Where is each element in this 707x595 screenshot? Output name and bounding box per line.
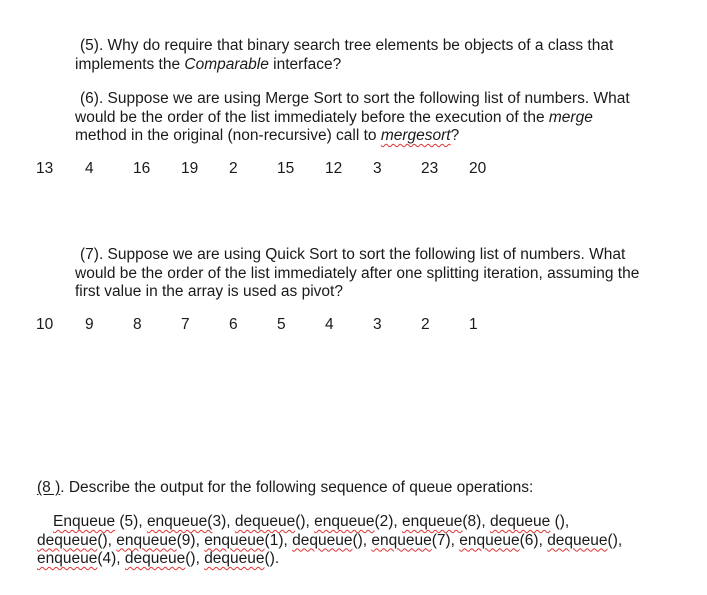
q6-number: 3 — [373, 160, 382, 177]
q6-line3: method in the original (non-recursive) call to mergesort? — [75, 127, 460, 144]
question-6 — [75, 90, 685, 146]
q8-line1: Enqueue (5), enqueue(3), dequeue(), enqueue(2), enqueue(8), dequeue (), — [53, 513, 570, 530]
q7-number: 6 — [229, 316, 238, 333]
q6-number: 19 — [181, 160, 199, 177]
q7-line3: first value in the array is used as pivot? — [75, 283, 343, 300]
q6-number: 16 — [133, 160, 151, 177]
q7-number: 1 — [469, 316, 478, 333]
question-7 — [75, 246, 695, 302]
q7-number: 9 — [85, 316, 94, 333]
q6-number: 23 — [421, 160, 439, 177]
q5-line2: implements the Comparable interface? — [75, 55, 342, 73]
q8-line3: enqueue(4), dequeue(), dequeue(). — [37, 550, 280, 567]
q7-number: 2 — [421, 316, 430, 333]
q7-number-list — [0, 316, 707, 334]
q6-number: 2 — [229, 160, 238, 177]
q6-number: 20 — [469, 160, 487, 177]
question-8-heading: (8 ). Describe the output for the following sequence of queue operations: — [37, 479, 534, 496]
q7-number: 10 — [36, 316, 54, 333]
question-8-body — [37, 513, 697, 569]
q7-number: 7 — [181, 316, 190, 333]
q6-number: 12 — [325, 160, 343, 177]
q6-number-list — [0, 160, 707, 178]
q7-line2: would be the order of the list immediately after one splitting iteration, assuming the — [75, 264, 640, 282]
q7-number: 3 — [373, 316, 382, 333]
q7-number: 8 — [133, 316, 142, 333]
q6-number: 13 — [36, 160, 54, 177]
q7-number: 5 — [277, 316, 286, 333]
q6-number: 15 — [277, 160, 295, 177]
question-5 — [75, 37, 675, 74]
q7-line1: (7). Suppose we are using Quick Sort to sort the following list of numbers. What — [80, 246, 626, 263]
q7-number: 4 — [325, 316, 334, 333]
q6-line1: (6). Suppose we are using Merge Sort to sort the following list of numbers. What — [80, 90, 630, 107]
q6-line2: would be the order of the list immediately before the execution of the merge — [75, 108, 593, 126]
q8-label: (8 ) — [37, 479, 61, 496]
q5-line1: (5). Why do require that binary search tree elements be objects of a class that — [80, 37, 614, 54]
q6-number: 4 — [85, 160, 94, 177]
q8-line2: dequeue(), enqueue(9), enqueue(1), dequeue(), enqueue(7), enqueue(6), dequeue(), — [37, 531, 623, 549]
